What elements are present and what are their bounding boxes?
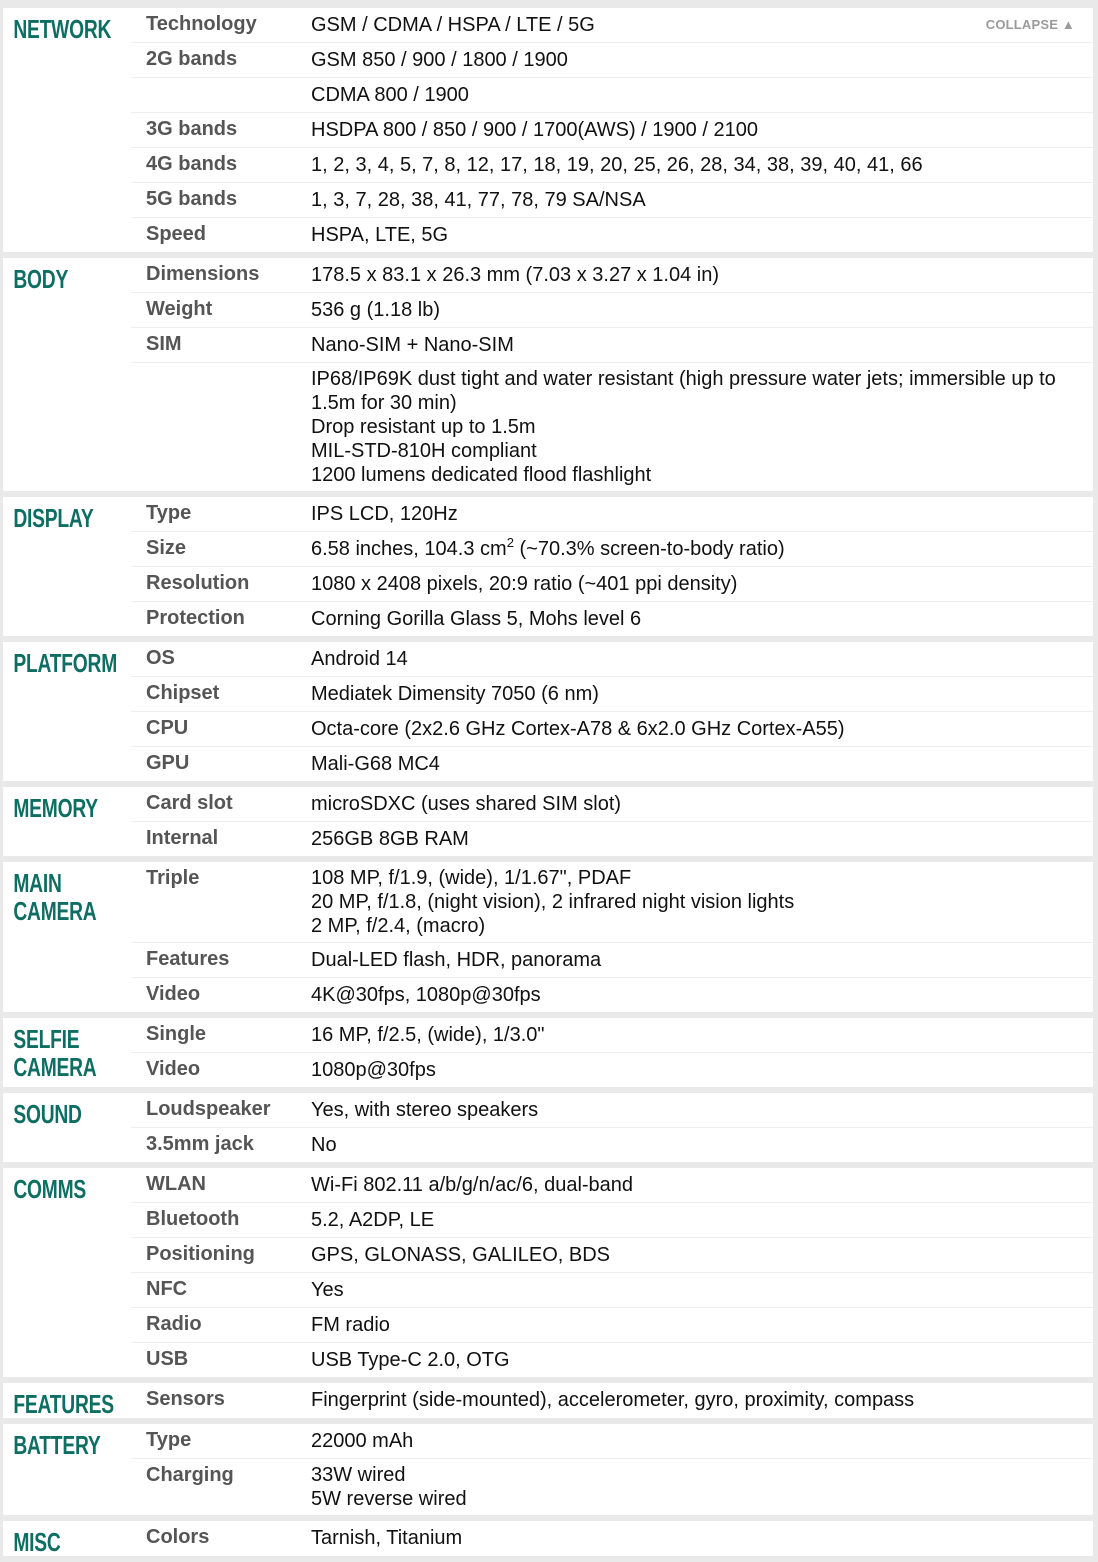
- spec-key: 4G bands: [146, 153, 238, 175]
- spec-value-text: 1, 3, 7, 28, 38, 41, 77, 78, 79 SA/NSA: [311, 189, 646, 211]
- spec-value-text: Mediatek Dimensity 7050 (6 nm): [311, 683, 599, 705]
- spec-value-line: [311, 752, 1073, 776]
- spec-row: [131, 1203, 1093, 1238]
- spec-value-line: [311, 914, 1073, 938]
- spec-key: Protection: [146, 607, 245, 629]
- spec-key: Card slot: [146, 792, 233, 814]
- spec-value: [296, 78, 1093, 112]
- spec-value-line: [311, 607, 1073, 631]
- spec-value-line: [311, 223, 1073, 247]
- spec-section-memory: [3, 787, 1093, 856]
- spec-key: Type: [146, 1429, 192, 1451]
- spec-value: [296, 1128, 1093, 1162]
- spec-value-line: [311, 1429, 1073, 1453]
- spec-value-line: [311, 948, 1073, 972]
- spec-value: [296, 328, 1093, 362]
- spec-value: [296, 642, 1093, 676]
- spec-key: Positioning: [146, 1243, 255, 1265]
- spec-row: [131, 293, 1093, 328]
- spec-value: [296, 363, 1093, 491]
- spec-value-text: Nano-SIM + Nano-SIM: [311, 334, 514, 356]
- spec-value-text: GSM / CDMA / HSPA / LTE / 5G: [311, 14, 595, 36]
- spec-value: [296, 677, 1093, 711]
- spec-value-text: 5W reverse wired: [311, 1488, 467, 1510]
- spec-value: [296, 8, 1093, 42]
- section-title: SELFIE CAMERA: [13, 1024, 97, 1082]
- section-title: NETWORK: [13, 14, 112, 44]
- spec-section-selfie-camera: [3, 1018, 1093, 1087]
- spec-value: [296, 1203, 1093, 1237]
- spec-value: [296, 1273, 1093, 1307]
- spec-section-platform: [3, 642, 1093, 781]
- spec-value-line: [311, 792, 1073, 816]
- spec-value: [296, 602, 1093, 636]
- spec-rows: [131, 258, 1093, 491]
- section-title: MAIN CAMERA: [13, 868, 97, 926]
- spec-value-text: USB Type-C 2.0, OTG: [311, 1349, 510, 1371]
- spec-value: [296, 1343, 1093, 1377]
- spec-value-line: [311, 1313, 1073, 1337]
- spec-row: [131, 712, 1093, 747]
- spec-row: [131, 78, 1093, 113]
- spec-key: Features: [146, 948, 230, 970]
- spec-value: [296, 1424, 1093, 1458]
- spec-value-line: [311, 263, 1073, 287]
- spec-row: [131, 1459, 1093, 1515]
- spec-key: Chipset: [146, 682, 220, 704]
- spec-value-line: [311, 647, 1073, 671]
- spec-value-text: Tarnish, Titanium: [311, 1527, 463, 1549]
- spec-row: [131, 1128, 1093, 1162]
- spec-row: [131, 1424, 1093, 1459]
- spec-value-line: [311, 502, 1073, 526]
- spec-value-suffix: (~70.3% screen-to-body ratio): [513, 538, 785, 560]
- spec-key: SIM: [146, 333, 182, 355]
- spec-row: [131, 43, 1093, 78]
- spec-key: Video: [146, 983, 201, 1005]
- spec-value-text: 1080 x 2408 pixels, 20:9 ratio (~401 ppi density): [311, 573, 738, 595]
- spec-value-line: [311, 1023, 1073, 1047]
- spec-value: [296, 1053, 1093, 1087]
- spec-value-text: Octa-core (2x2.6 GHz Cortex-A78 & 6x2.0 GHz Cortex-A55): [311, 718, 845, 740]
- spec-value-line: [311, 13, 1073, 37]
- spec-value: [296, 978, 1093, 1012]
- spec-row: [131, 328, 1093, 363]
- spec-value: [296, 258, 1093, 292]
- spec-value: [296, 862, 1093, 942]
- spec-row: [131, 787, 1093, 822]
- spec-key: 3G bands: [146, 118, 238, 140]
- spec-row: [131, 183, 1093, 218]
- spec-value-line: [311, 153, 1073, 177]
- spec-value: [296, 113, 1093, 147]
- spec-key: 5G bands: [146, 188, 238, 210]
- spec-value: [296, 822, 1093, 856]
- spec-key: GPU: [146, 752, 190, 774]
- spec-row: [131, 532, 1093, 567]
- spec-value-text: No: [311, 1134, 337, 1156]
- spec-value-line: [311, 1348, 1073, 1372]
- spec-key: Triple: [146, 867, 200, 889]
- spec-key: Type: [146, 502, 192, 524]
- spec-rows: [131, 787, 1093, 856]
- spec-row: [131, 218, 1093, 252]
- spec-value: [296, 1238, 1093, 1272]
- spec-value-line: [311, 1388, 1073, 1412]
- superscript: 2: [506, 535, 514, 550]
- spec-value: [296, 1521, 1093, 1555]
- spec-row: [131, 148, 1093, 183]
- spec-key: NFC: [146, 1278, 188, 1300]
- spec-section-display: [3, 497, 1093, 636]
- spec-value: [296, 293, 1093, 327]
- spec-value: [296, 943, 1093, 977]
- spec-key: Size: [146, 537, 187, 559]
- spec-value-text: 16 MP, f/2.5, (wide), 1/3.0": [311, 1024, 545, 1046]
- spec-key: Technology: [146, 13, 257, 35]
- spec-rows: [131, 1018, 1093, 1087]
- spec-value-text: 178.5 x 83.1 x 26.3 mm (7.03 x 3.27 x 1.04 in): [311, 264, 720, 286]
- spec-key: 3.5mm jack: [146, 1133, 254, 1155]
- spec-value: [296, 183, 1093, 217]
- spec-row: [131, 113, 1093, 148]
- spec-section-network: [3, 8, 1093, 252]
- spec-value: [296, 148, 1093, 182]
- section-title: COMMS: [13, 1174, 87, 1204]
- spec-value-line: [311, 890, 1073, 914]
- spec-value: [296, 497, 1093, 531]
- spec-key: USB: [146, 1348, 189, 1370]
- spec-row: [131, 567, 1093, 602]
- spec-value-line: [311, 1133, 1073, 1157]
- spec-value-text: Wi-Fi 802.11 a/b/g/n/ac/6, dual-band: [311, 1174, 634, 1196]
- spec-key: Sensors: [146, 1388, 225, 1410]
- section-title: DISPLAY: [13, 503, 94, 533]
- spec-value: [296, 1168, 1093, 1202]
- spec-section-main-camera: [3, 862, 1093, 1012]
- spec-value: [296, 1093, 1093, 1127]
- spec-rows: [131, 1168, 1093, 1377]
- spec-value-text: HSPA, LTE, 5G: [311, 224, 449, 246]
- spec-rows: [131, 1424, 1093, 1515]
- spec-value: [296, 567, 1093, 601]
- spec-key: Colors: [146, 1526, 210, 1548]
- spec-value-line: [311, 866, 1073, 890]
- spec-row: [131, 1093, 1093, 1128]
- spec-row: [131, 642, 1093, 677]
- spec-row: [131, 943, 1093, 978]
- spec-row: [131, 1168, 1093, 1203]
- spec-value-line: [311, 1243, 1073, 1267]
- spec-value-line: [311, 1278, 1073, 1302]
- spec-row: [131, 1343, 1093, 1377]
- specs-table: [3, 8, 1093, 1562]
- spec-key: OS: [146, 647, 175, 669]
- spec-row: [131, 1238, 1093, 1273]
- spec-value: [296, 218, 1093, 252]
- spec-key: Loudspeaker: [146, 1098, 271, 1120]
- spec-value-text: Dual-LED flash, HDR, panorama: [311, 949, 602, 971]
- spec-key: CPU: [146, 717, 189, 739]
- section-title: MISC: [13, 1527, 61, 1557]
- spec-key: Radio: [146, 1313, 202, 1335]
- section-title: BATTERY: [13, 1430, 101, 1460]
- spec-value-text: 256GB 8GB RAM: [311, 828, 469, 850]
- spec-rows: [131, 862, 1093, 1012]
- spec-row: [131, 822, 1093, 856]
- spec-value-text: GPS, GLONASS, GALILEO, BDS: [311, 1244, 610, 1266]
- spec-value-line: [311, 118, 1073, 142]
- spec-row: [131, 1383, 1093, 1417]
- spec-section-body: [3, 258, 1093, 491]
- spec-row: [131, 497, 1093, 532]
- spec-value-line: [311, 367, 1073, 415]
- spec-value-text: Yes: [311, 1279, 344, 1301]
- spec-value-text: 5.2, A2DP, LE: [311, 1209, 435, 1231]
- spec-row: [131, 1273, 1093, 1308]
- spec-value-text: 2 MP, f/2.4, (macro): [311, 915, 486, 937]
- spec-value-line: [311, 1487, 1073, 1511]
- spec-key: Video: [146, 1058, 201, 1080]
- spec-value-text: Mali-G68 MC4: [311, 753, 440, 775]
- spec-value: [296, 712, 1093, 746]
- spec-value-text: Fingerprint (side-mounted), accelerometer, gyro, proximity, compass: [311, 1389, 915, 1411]
- spec-value-line: [311, 537, 1073, 561]
- spec-value-line: [311, 1173, 1073, 1197]
- spec-value: [296, 1308, 1093, 1342]
- spec-value-line: [311, 717, 1073, 741]
- spec-value-text: 20 MP, f/1.8, (night vision), 2 infrared night vision lights: [311, 891, 795, 913]
- spec-key: Dimensions: [146, 263, 260, 285]
- spec-value-line: [311, 439, 1073, 463]
- spec-key: Charging: [146, 1464, 234, 1486]
- spec-value-text: 1080p@30fps: [311, 1059, 436, 1081]
- spec-row: [131, 1521, 1093, 1555]
- spec-value-line: [311, 682, 1073, 706]
- spec-value-line: [311, 1098, 1073, 1122]
- spec-value: [296, 1383, 1093, 1417]
- spec-value-line: [311, 1208, 1073, 1232]
- section-title: FEATURES: [13, 1389, 114, 1419]
- spec-value-text: Corning Gorilla Glass 5, Mohs level 6: [311, 608, 642, 630]
- spec-row: [131, 862, 1093, 943]
- spec-row: [131, 258, 1093, 293]
- spec-value: [296, 1018, 1093, 1052]
- spec-section-sound: [3, 1093, 1093, 1162]
- spec-value-text: 108 MP, f/1.9, (wide), 1/1.67", PDAF: [311, 867, 632, 889]
- spec-value-line: [311, 48, 1073, 72]
- spec-value-text: 4K@30fps, 1080p@30fps: [311, 984, 541, 1006]
- spec-value-text: 6.58 inches, 104.3 cm: [311, 538, 507, 560]
- spec-value-line: [311, 827, 1073, 851]
- section-title: MEMORY: [13, 793, 98, 823]
- spec-value-text: Drop resistant up to 1.5m: [311, 416, 536, 438]
- spec-value-line: [311, 983, 1073, 1007]
- spec-value-line: [311, 333, 1073, 357]
- spec-row: [131, 8, 1093, 43]
- spec-value-line: [311, 1526, 1073, 1550]
- spec-value: [296, 1459, 1093, 1515]
- spec-value-text: 22000 mAh: [311, 1430, 414, 1452]
- spec-value-text: IP68/IP69K dust tight and water resistant (high pressure water jets; immersible up to 1.5m for 30 min): [311, 368, 1056, 414]
- spec-value-text: Android 14: [311, 648, 408, 670]
- spec-value-line: [311, 1058, 1073, 1082]
- spec-value: [296, 532, 1093, 566]
- spec-value-line: [311, 415, 1073, 439]
- spec-key: Resolution: [146, 572, 250, 594]
- section-title: PLATFORM: [13, 648, 118, 678]
- spec-key: Internal: [146, 827, 219, 849]
- section-title: BODY: [13, 264, 69, 294]
- spec-section-misc: [3, 1521, 1093, 1556]
- spec-rows: [131, 642, 1093, 781]
- spec-rows: [131, 1093, 1093, 1162]
- spec-value-text: Yes, with stereo speakers: [311, 1099, 539, 1121]
- spec-value-line: [311, 572, 1073, 596]
- spec-value: [296, 43, 1093, 77]
- spec-value-text: HSDPA 800 / 850 / 900 / 1700(AWS) / 1900 / 2100: [311, 119, 758, 141]
- spec-row: [131, 1308, 1093, 1343]
- spec-value-line: [311, 188, 1073, 212]
- spec-value-text: 33W wired: [311, 1464, 406, 1486]
- spec-key: Weight: [146, 298, 213, 320]
- spec-section-battery: [3, 1424, 1093, 1515]
- spec-rows: [131, 1383, 1093, 1418]
- spec-row: [131, 602, 1093, 636]
- spec-key: 2G bands: [146, 48, 238, 70]
- spec-value-line: [311, 83, 1073, 107]
- spec-key: Single: [146, 1023, 207, 1045]
- spec-value-line: [311, 298, 1073, 322]
- spec-rows: [131, 8, 1093, 252]
- collapse-button[interactable]: COLLAPSE ▲: [985, 17, 1075, 32]
- spec-value-text: FM radio: [311, 1314, 390, 1336]
- spec-value-line: [311, 1463, 1073, 1487]
- spec-value-line: [311, 463, 1073, 487]
- spec-value: [296, 747, 1093, 781]
- spec-value-text: IPS LCD, 120Hz: [311, 503, 458, 525]
- spec-row: [131, 1053, 1093, 1087]
- spec-value-text: CDMA 800 / 1900: [311, 84, 469, 106]
- spec-value-text: GSM 850 / 900 / 1800 / 1900: [311, 49, 568, 71]
- spec-row: [131, 1018, 1093, 1053]
- section-title: SOUND: [13, 1099, 82, 1129]
- spec-rows: [131, 1521, 1093, 1556]
- spec-value-text: microSDXC (uses shared SIM slot): [311, 793, 622, 815]
- spec-value-text: 1200 lumens dedicated flood flashlight: [311, 464, 652, 486]
- spec-key: WLAN: [146, 1173, 206, 1195]
- spec-key: Speed: [146, 223, 207, 245]
- spec-row: [131, 363, 1093, 491]
- spec-section-comms: [3, 1168, 1093, 1377]
- spec-rows: [131, 497, 1093, 636]
- spec-row: [131, 978, 1093, 1012]
- spec-value: [296, 787, 1093, 821]
- spec-row: [131, 677, 1093, 712]
- spec-value-text: 536 g (1.18 lb): [311, 299, 440, 321]
- spec-value-text: MIL-STD-810H compliant: [311, 440, 537, 462]
- spec-value-text: 1, 2, 3, 4, 5, 7, 8, 12, 17, 18, 19, 20, 25, 26, 28, 34, 38, 39, 40, 41, 66: [311, 154, 923, 176]
- spec-key: [131, 78, 296, 112]
- spec-key: Bluetooth: [146, 1208, 240, 1230]
- spec-row: [131, 747, 1093, 781]
- spec-key: [131, 363, 296, 491]
- spec-section-features: [3, 1383, 1093, 1418]
